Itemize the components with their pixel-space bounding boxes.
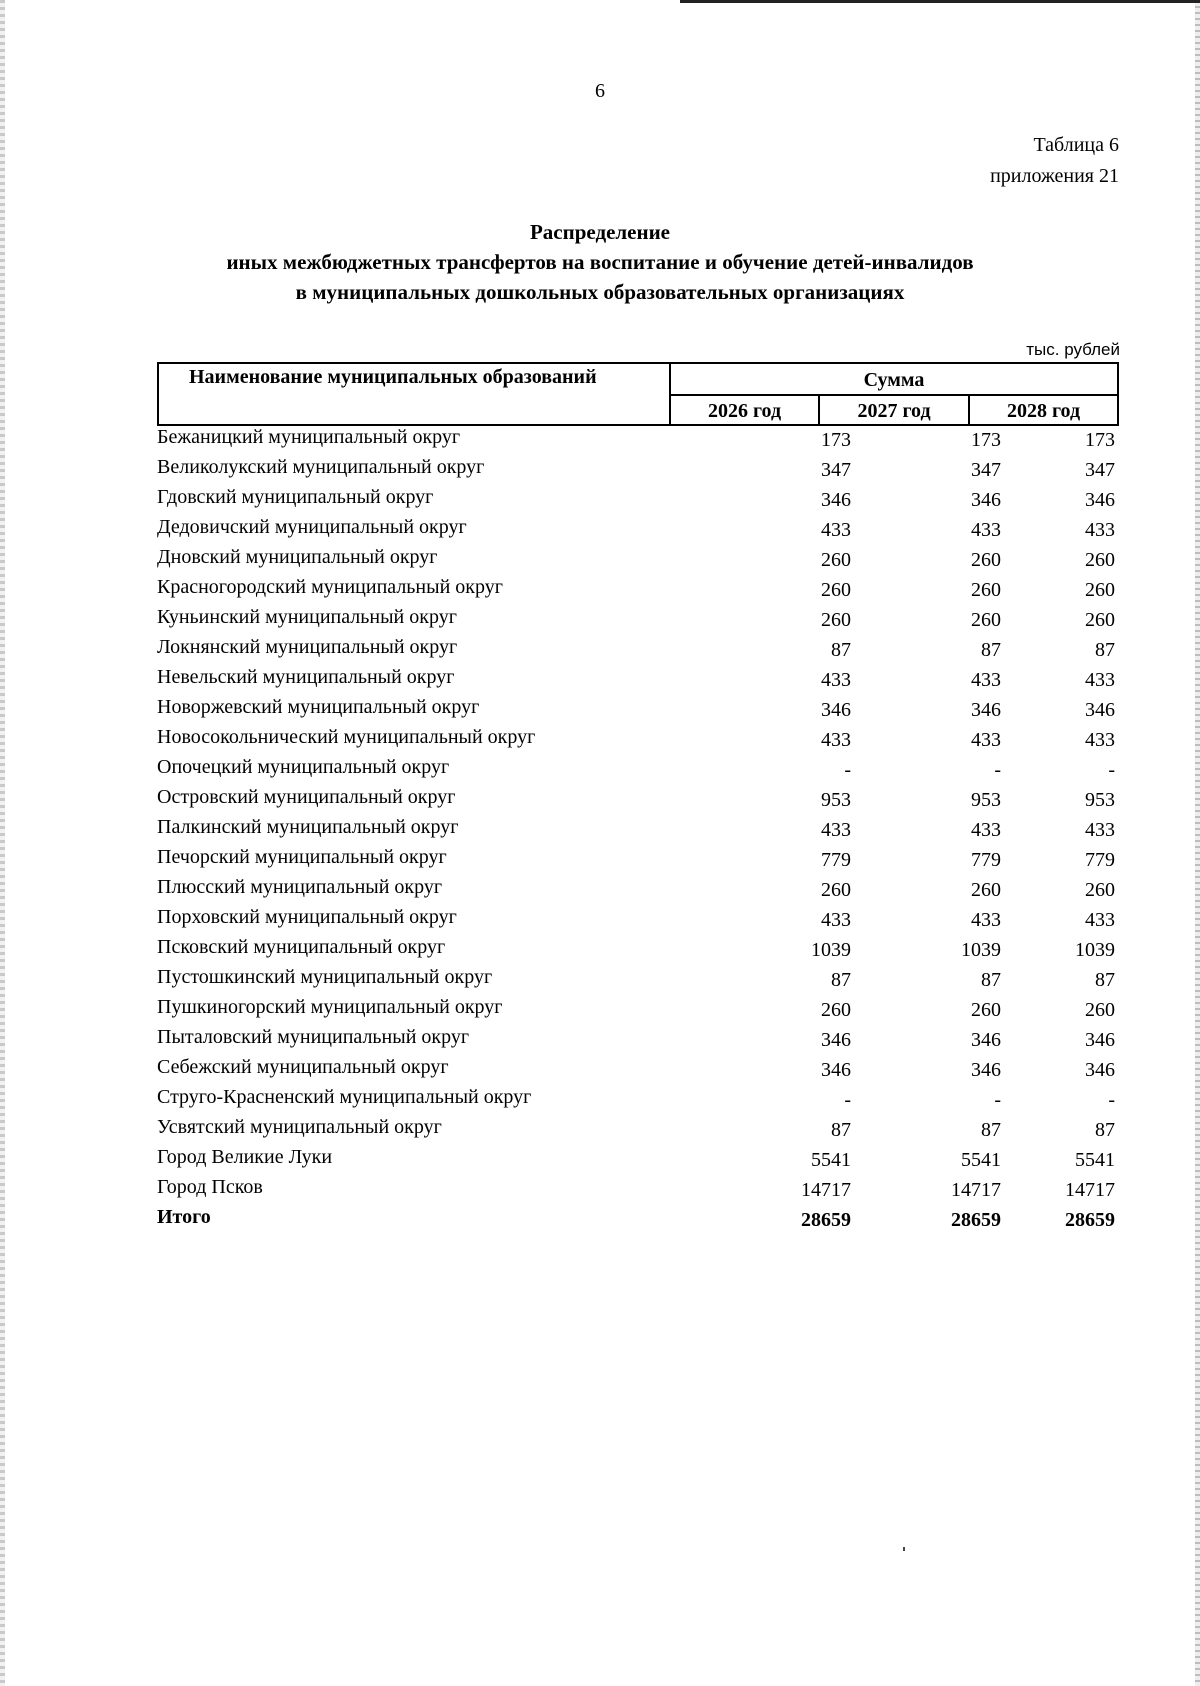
value-2026: 87 — [831, 639, 851, 661]
table-row — [157, 876, 1119, 906]
value-2027: 87 — [981, 639, 1001, 661]
table-body — [157, 426, 1119, 1236]
value-2028: - — [1108, 1089, 1115, 1111]
header-year-2028: 2028 год — [1006, 400, 1081, 422]
value-2027: 433 — [971, 519, 1001, 541]
value-2028: 433 — [1085, 519, 1115, 541]
value-2028: 5541 — [1075, 1149, 1115, 1171]
value-2026: - — [844, 1089, 851, 1111]
header-year-2027: 2027 год — [820, 396, 970, 424]
value-2028: 346 — [1085, 699, 1115, 721]
table-row — [157, 1176, 1119, 1206]
value-2026: 953 — [821, 789, 851, 811]
units-label: тыс. рублей — [1026, 340, 1120, 359]
value-2027: 779 — [971, 849, 1001, 871]
table-row — [157, 1116, 1119, 1146]
municipality-name: Город Псков — [157, 1176, 263, 1198]
value-2027: 346 — [971, 699, 1001, 721]
total-label: Итого — [157, 1206, 211, 1228]
header-name-cell — [159, 364, 671, 424]
value-2026: 260 — [821, 579, 851, 601]
table-row — [157, 846, 1119, 876]
table-row — [157, 996, 1119, 1026]
table-row — [157, 666, 1119, 696]
scan-top-line — [680, 0, 1200, 3]
value-2028: 1039 — [1075, 939, 1115, 961]
value-2026: 346 — [821, 489, 851, 511]
table-row — [157, 816, 1119, 846]
value-2028: 346 — [1085, 1029, 1115, 1051]
value-2026: 433 — [821, 669, 851, 691]
table-row — [157, 1086, 1119, 1116]
value-2026: 87 — [831, 969, 851, 991]
total-value-2027: 28659 — [951, 1209, 1001, 1231]
table-row — [157, 1026, 1119, 1056]
value-2028: 433 — [1085, 669, 1115, 691]
value-2028: 260 — [1085, 549, 1115, 571]
table-row — [157, 546, 1119, 576]
municipality-name: Опочецкий муниципальный округ — [157, 756, 450, 778]
value-2028: 433 — [1085, 909, 1115, 931]
municipality-name: Пыталовский муниципальный округ — [157, 1026, 470, 1048]
value-2028: 14717 — [1065, 1179, 1115, 1201]
value-2027: 260 — [971, 609, 1001, 631]
value-2026: 260 — [821, 999, 851, 1021]
municipality-name: Палкинский муниципальный округ — [157, 816, 459, 838]
value-2027: - — [994, 759, 1001, 781]
value-2028: 260 — [1085, 579, 1115, 601]
value-2028: 953 — [1085, 789, 1115, 811]
value-2028: 87 — [1095, 639, 1115, 661]
header-year-2026: 2026 год — [671, 396, 820, 424]
value-2026: 346 — [821, 699, 851, 721]
table-row — [157, 786, 1119, 816]
table-reference — [990, 130, 1119, 192]
table-row — [157, 576, 1119, 606]
value-2027: 1039 — [961, 939, 1001, 961]
municipality-name: Псковский муниципальный округ — [157, 936, 446, 958]
table-row — [157, 456, 1119, 486]
header-sum-label: Сумма — [671, 364, 1117, 396]
value-2026: 14717 — [801, 1179, 851, 1201]
table-row — [157, 1146, 1119, 1176]
value-2027: 260 — [971, 879, 1001, 901]
municipality-name: Плюсский муниципальный округ — [157, 876, 443, 898]
value-2028: 433 — [1085, 729, 1115, 751]
value-2027: 347 — [971, 459, 1001, 481]
table-reference-line1: Таблица 6 — [1033, 134, 1119, 156]
value-2028: 87 — [1095, 969, 1115, 991]
value-2028: 260 — [1085, 609, 1115, 631]
value-2026: 260 — [821, 879, 851, 901]
value-2028: 87 — [1095, 1119, 1115, 1141]
value-2028: 260 — [1085, 999, 1115, 1021]
value-2027: 87 — [981, 969, 1001, 991]
table-row — [157, 906, 1119, 936]
municipality-name: Пустошкинский муниципальный округ — [157, 966, 493, 988]
header-name-label: Наименование муниципальных образований — [189, 366, 597, 388]
table-total-row — [157, 1206, 1119, 1236]
table-row — [157, 486, 1119, 516]
value-2027: 14717 — [951, 1179, 1001, 1201]
title-line3: в муниципальных дошкольных образовательных организациях — [295, 280, 905, 304]
municipality-name: Усвятский муниципальный округ — [157, 1116, 442, 1138]
table-row — [157, 1056, 1119, 1086]
value-2027: 87 — [981, 1119, 1001, 1141]
value-2026: 433 — [821, 819, 851, 841]
value-2026: 260 — [821, 609, 851, 631]
value-2028: - — [1108, 759, 1115, 781]
table-row — [157, 516, 1119, 546]
value-2027: 260 — [971, 579, 1001, 601]
table-row — [157, 636, 1119, 666]
value-2026: 779 — [821, 849, 851, 871]
municipality-name: Дедовичский муниципальный округ — [157, 516, 467, 538]
value-2027: 346 — [971, 1029, 1001, 1051]
value-2026: 346 — [821, 1029, 851, 1051]
title-line2: иных межбюджетных трансфертов на воспитание и обучение детей-инвалидов — [226, 250, 974, 274]
value-2026: 433 — [821, 729, 851, 751]
value-2026: 1039 — [811, 939, 851, 961]
value-2028: 347 — [1085, 459, 1115, 481]
municipality-name: Пушкиногорский муниципальный округ — [157, 996, 503, 1018]
table-row — [157, 426, 1119, 456]
value-2026: 346 — [821, 1059, 851, 1081]
municipality-name: Гдовский муниципальный округ — [157, 486, 434, 508]
title-line1: Распределение — [529, 220, 671, 244]
value-2027: 346 — [971, 489, 1001, 511]
value-2027: 433 — [971, 909, 1001, 931]
document-title — [0, 217, 1200, 307]
municipality-name: Дновский муниципальный округ — [157, 546, 438, 568]
value-2027: - — [994, 1089, 1001, 1111]
municipality-name: Островский муниципальный округ — [157, 786, 456, 808]
total-value-2026: 28659 — [801, 1209, 851, 1231]
value-2026: 87 — [831, 1119, 851, 1141]
municipality-name: Себежский муниципальный округ — [157, 1056, 449, 1078]
municipality-name: Куньинский муниципальный округ — [157, 606, 457, 628]
table-row — [157, 756, 1119, 786]
value-2026: 5541 — [811, 1149, 851, 1171]
value-2028: 779 — [1085, 849, 1115, 871]
value-2026: - — [844, 759, 851, 781]
table-row — [157, 936, 1119, 966]
table-reference-line2: приложения 21 — [990, 165, 1119, 187]
municipality-name: Бежаницкий муниципальный округ — [157, 426, 461, 448]
municipality-name: Порховский муниципальный округ — [157, 906, 457, 928]
value-2027: 260 — [971, 999, 1001, 1021]
municipality-name: Новоржевский муниципальный округ — [157, 696, 480, 718]
value-2027: 953 — [971, 789, 1001, 811]
value-2026: 433 — [821, 519, 851, 541]
value-2027: 260 — [971, 549, 1001, 571]
value-2027: 433 — [971, 669, 1001, 691]
table-row — [157, 726, 1119, 756]
table-row — [157, 696, 1119, 726]
value-2026: 433 — [821, 909, 851, 931]
value-2028: 346 — [1085, 489, 1115, 511]
municipality-name: Красногородский муниципальный округ — [157, 576, 503, 598]
municipality-name: Новосокольнический муниципальный округ — [157, 726, 536, 748]
value-2027: 173 — [971, 429, 1001, 451]
scan-speck — [903, 1547, 905, 1551]
total-value-2028: 28659 — [1065, 1209, 1115, 1231]
municipality-name: Город Великие Луки — [157, 1146, 333, 1168]
value-2026: 260 — [821, 549, 851, 571]
value-2028: 173 — [1085, 429, 1115, 451]
value-2026: 173 — [821, 429, 851, 451]
municipality-name: Великолукский муниципальный округ — [157, 456, 485, 478]
municipality-name: Струго-Красненский муниципальный округ — [157, 1086, 532, 1108]
value-2027: 433 — [971, 729, 1001, 751]
municipality-name: Невельский муниципальный округ — [157, 666, 455, 688]
value-2027: 5541 — [961, 1149, 1001, 1171]
value-2026: 347 — [821, 459, 851, 481]
table-row — [157, 606, 1119, 636]
municipality-name: Печорский муниципальный округ — [157, 846, 447, 868]
value-2027: 346 — [971, 1059, 1001, 1081]
value-2028: 346 — [1085, 1059, 1115, 1081]
table-header — [157, 362, 1119, 426]
value-2028: 260 — [1085, 879, 1115, 901]
value-2028: 433 — [1085, 819, 1115, 841]
table-row — [157, 966, 1119, 996]
value-2027: 433 — [971, 819, 1001, 841]
municipality-name: Локнянский муниципальный округ — [157, 636, 458, 658]
page-number: 6 — [595, 80, 605, 102]
